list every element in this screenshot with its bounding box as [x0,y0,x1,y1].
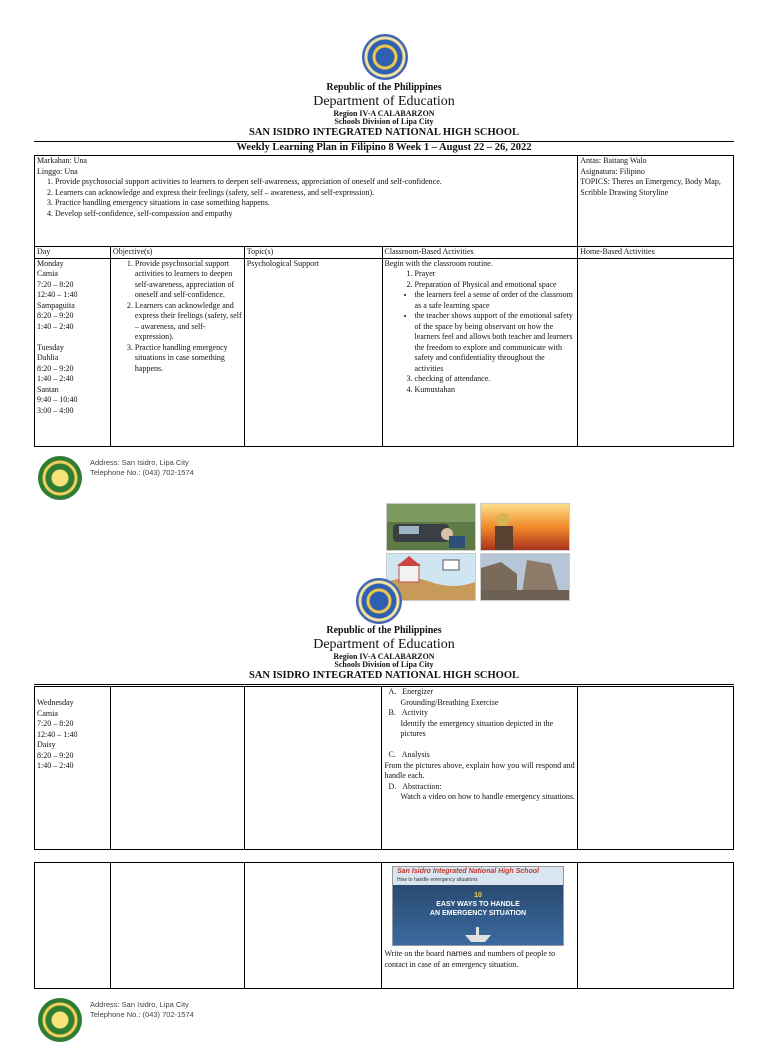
day-line: Sampaguita [37,300,75,310]
objective-item: 2. Learners can acknowledge and express their feelings (safety, self – awareness, and self-expression). [135,301,242,343]
day-cell [35,863,111,989]
car-accident-photo [386,503,476,551]
day-line: Camia [37,269,58,278]
video-channel-title: San Isidro Integrated National High School [397,868,539,875]
region-text: Region IV-A CALABARZON [333,652,435,661]
step-a-text: Grounding/Breathing Exercise [400,697,499,707]
info-objective: 4. Develop self-confidence, self-compassion and empathy [55,209,575,220]
col-header-classroom: Classroom-Based Activities [382,247,578,259]
day-line: 9:40 – 10:40 [37,395,78,404]
day-spacer [37,332,108,343]
col-header-home: Home-Based Activities [578,247,734,259]
earthquake-photo [480,553,570,601]
objectives-cell [110,687,244,850]
day-line: 8:20 – 9:20 [37,750,74,760]
day-cell [35,258,111,446]
step-a-label: Energizer [402,687,434,696]
classroom-item: 1. Prayer [415,269,576,280]
video-number: 10 [474,892,482,899]
day-line: 12:40 – 1:40 [37,729,78,739]
video-caption [393,891,563,918]
school-logo [38,456,82,500]
region-text: Region IV-A CALABARZON [333,109,435,118]
info-objective: 1. Provide psychosocial support activities to learners to deepen self-awareness, appreciation of oneself and self-confidence. [55,177,575,188]
board-text-start: Write on the board [384,949,445,958]
footer-address: Address: San Isidro, Lipa City [90,458,189,467]
board-instruction [384,948,575,970]
day-line: Santan [37,384,59,394]
home-cell [578,258,734,446]
step-b: B. Activity [388,708,428,717]
school-name: SAN ISIDRO INTEGRATED NATIONAL HIGH SCHOOL [248,670,520,681]
step-b-label: Activity [401,708,428,717]
objective-item: 3. Practice handling emergency situations in case something happens. [135,343,242,375]
info-objective: 3. Practice handling emergency situations in case something happens. [55,198,575,209]
info-left [35,156,578,247]
asignatura: Asignatura: Filipino [580,166,645,176]
day-line: 1:40 – 2:40 [37,761,74,770]
day-line: 7:20 – 8:20 [37,279,74,289]
weekly-plan-table [34,155,734,447]
footer-address: Address: San Isidro, Lipa City [90,1000,189,1009]
boat-icon [463,925,493,943]
objectives-cell [110,863,244,989]
footer-contact [90,458,194,478]
video-subtitle: How to handle emergency situations [397,877,478,883]
objectives-cell [110,258,244,446]
footer-telephone: Telephone No.: (043) 702-1574 [90,1010,194,1019]
day-cell [35,687,111,850]
step-b-text: Identify the emergency situation depicted in the pictures [400,718,554,738]
classroom-item: 3. checking of attendance. [415,374,576,385]
step-d: D. Abstraction: [388,781,442,791]
video-thumbnail[interactable] [392,866,564,946]
step-c-label: Analysis [401,750,430,759]
info-objective: 2. Learners can acknowledge and express their feelings (safety, self – awareness, and self-expression). [55,188,575,199]
plan-table-continued-2 [34,862,734,989]
col-header-topics: Topic(s) [244,247,382,259]
division-text: Schools Division of Lipa City [334,117,434,126]
board-text-bold: names [446,948,472,958]
day-line: 8:20 – 9:20 [37,311,74,320]
day-line: 3:00 – 4:00 [37,405,74,415]
step-c-text: From the pictures above, explain how you will respond and handle each. [384,760,575,780]
classroom-bullet: • the learners feel a sense of order of the classroom as a safe learning space [415,290,576,311]
fire-photo [480,503,570,551]
plan-title: Weekly Learning Plan in Filipino 8 Week 1 – August 22 – 26, 2022 [236,142,532,153]
topic-cell [244,863,382,989]
department-text: Department of Education [313,637,455,652]
day-line: Camia [37,708,58,718]
header-rule [34,684,734,685]
linggo: Linggo: Una [37,166,78,176]
deped-seal [356,578,402,624]
video-line1: EASY WAYS TO HANDLE [436,901,520,908]
step-d-label: Abstraction: [402,781,442,791]
classroom-item: 2. Preparation of Physical and emotional space [415,280,576,291]
classroom-bullet: • the teacher shows support of the emotional safety of the space by being observant on how the learners feel and allows both teacher and learners the freedom to explore and communicate with safety and confidentiality throughout the activities [415,311,576,374]
day-line: 1:40 – 2:40 [37,321,74,331]
topic-cell [244,687,382,850]
plan-table-continued [34,686,734,850]
footer-page2 [38,998,194,1042]
day-line: Daisy [37,740,56,749]
board-text-end: and numbers of people to contact in case of an emergency situation. [384,949,556,969]
republic-text: Republic of the Philippines [326,625,442,636]
deped-seal [362,34,408,80]
topics: TOPICS: Theres an Emergency, Body Map, Scribble Drawing Storyline [580,177,721,197]
footer-telephone: Telephone No.: (043) 702-1574 [90,468,194,477]
col-header-objectives: Objective(s) [110,247,244,259]
day-line: Dahlia [37,353,59,362]
footer-contact [90,1000,194,1020]
school-logo [38,998,82,1042]
video-line2: AN EMERGENCY SITUATION [429,910,527,917]
step-d-text: Watch a video on how to handle emergency situations. [400,792,575,801]
topic-cell: Psychological Support [244,258,382,446]
objective-item: 1. Provide psychosocial support activities to learners to deepen self-awareness, appreciation of oneself and self-confidence. [135,259,242,301]
classroom-item: 4. Kumustahan [415,385,576,396]
markahan: Markahan: Una [37,156,87,165]
step-a: A. Energizer [388,687,434,696]
day-line: 1:40 – 2:40 [37,374,74,383]
classroom-cell [382,687,578,850]
info-objectives [37,177,575,219]
day-line: 12:40 – 1:40 [37,290,78,299]
classroom-cell [382,258,578,446]
school-name: SAN ISIDRO INTEGRATED NATIONAL HIGH SCHOOL [248,127,520,138]
step-c: C. Analysis [388,750,430,759]
department-text: Department of Education [313,94,455,109]
day-line: Monday [37,258,64,268]
republic-text: Republic of the Philippines [326,82,442,93]
day-line: Tuesday [37,342,64,352]
home-cell [578,687,734,850]
home-cell [578,863,734,989]
spacer [384,740,575,751]
col-header-day: Day [35,247,111,259]
day-line: 8:20 – 9:20 [37,363,74,373]
footer-page1 [38,456,194,500]
day-line: Wednesday [37,698,74,707]
antas: Antas: Baitang Walo [580,156,647,165]
info-right [578,156,734,247]
day-line: 7:20 – 8:20 [37,719,74,728]
classroom-intro: Begin with the classroom routine. [384,258,493,268]
division-text: Schools Division of Lipa City [334,660,434,669]
